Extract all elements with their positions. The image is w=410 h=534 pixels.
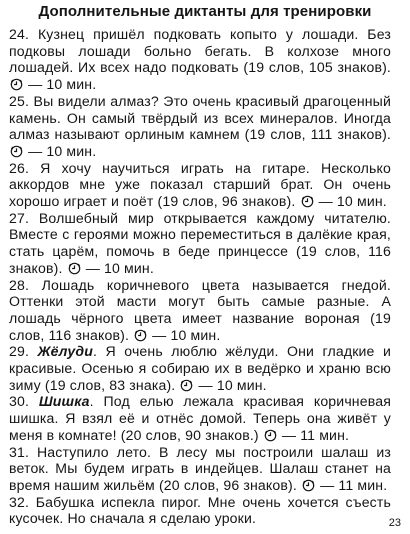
clock-icon xyxy=(10,145,23,158)
dictation-keyword: Шишка xyxy=(38,393,90,410)
dictation-keyword: Жёлуди xyxy=(37,343,94,360)
dictation-25 xyxy=(9,93,391,160)
dictation-27 xyxy=(9,210,391,277)
dictation-time: — 10 мин. xyxy=(28,76,97,93)
dictation-time: — 10 мин. xyxy=(198,376,267,393)
clock-icon xyxy=(10,78,23,91)
dictation-32 xyxy=(9,494,391,527)
clock-icon xyxy=(301,195,314,208)
dictation-number: 24. xyxy=(9,26,30,42)
dictation-list xyxy=(9,26,391,527)
dictation-text: . Я очень люблю жёлуди. Они гладкие и красивые. Осенью я собираю их в ведёрко и храню всю зиму (19 слов, 83 знака). xyxy=(9,343,391,393)
dictation-28 xyxy=(9,277,391,344)
dictation-number: 25. xyxy=(9,92,30,109)
clock-icon xyxy=(180,379,193,392)
dictation-text: Наступило лето. В лесу мы построили шалаш из веток. Мы будем играть в индейцев. Шалаш станет на время нашим жильём (20 слов, 96 знаков). xyxy=(9,443,391,493)
dictation-text: Вы видели алмаз? Это очень красивый драгоценный камень. Он самый твёрдый из всех минералов. Иногда алмаз называют орлиным камнем (19 слов, 111 знаков). xyxy=(9,92,391,143)
dictation-text: Кузнец пришёл подковать копыто у лошади. Без подковы лошади больно бегать. В колхозе много лошадей. Их всех надо подковать (19 слов, 105 знаков). xyxy=(9,26,391,76)
dictation-time: — 11 мин. xyxy=(281,426,350,443)
dictation-24 xyxy=(9,26,391,93)
dictation-time: — 10 мин. xyxy=(152,326,221,343)
dictation-time: — 10 мин. xyxy=(318,193,387,210)
clock-icon xyxy=(134,329,147,342)
dictation-26 xyxy=(9,160,391,210)
dictation-text: . Под елью лежала красивая коричневая шишка. Я взял её и отнёс домой. Теперь она живёт у меня в комнате! (20 слов, 90 знаков.) xyxy=(9,393,391,443)
dictation-29 xyxy=(9,343,391,393)
dictation-text: Бабушка испекла пирог. Мне очень хочется съесть кусочек. Но сначала я сделаю уроки. xyxy=(9,493,391,527)
dictation-number: 29. xyxy=(9,343,30,360)
dictation-30 xyxy=(9,393,391,443)
dictation-text: Я хочу научиться играть на гитаре. Несколько аккордов мне уже показал старший брат. Он очень хорошо играет и поёт (19 слов, 96 знаков). xyxy=(9,159,391,210)
dictation-number: 32. xyxy=(9,493,30,510)
dictation-number: 30. xyxy=(9,393,30,410)
dictation-text: Лошадь коричневого цвета называется гнедой. Оттенки этой масти могут быть самые разные. А лошадь чёрного цвета имеет название вороная (19 слов, 116 знаков). xyxy=(9,276,391,343)
page-number: 23 xyxy=(388,517,401,529)
dictation-number: 28. xyxy=(9,276,30,293)
clock-icon xyxy=(68,262,81,275)
dictation-number: 31. xyxy=(9,443,30,460)
dictation-time: — 10 мин. xyxy=(28,142,97,159)
clock-icon xyxy=(264,429,277,442)
dictation-number: 26. xyxy=(9,159,30,176)
clock-icon xyxy=(302,479,315,492)
dictation-31 xyxy=(9,444,391,494)
page-title: Дополнительные диктанты для тренировки xyxy=(38,3,372,20)
dictation-time: — 11 мин. xyxy=(320,476,388,493)
dictation-number: 27. xyxy=(9,209,30,226)
dictation-time: — 10 мин. xyxy=(85,259,154,276)
dictation-text: Волшебный мир открывается каждому читателю. Вместе с героями можно переместиться в далёкие края, стать царём, помочь в беде принцессе (19 слов, 116 знаков). xyxy=(9,209,391,276)
